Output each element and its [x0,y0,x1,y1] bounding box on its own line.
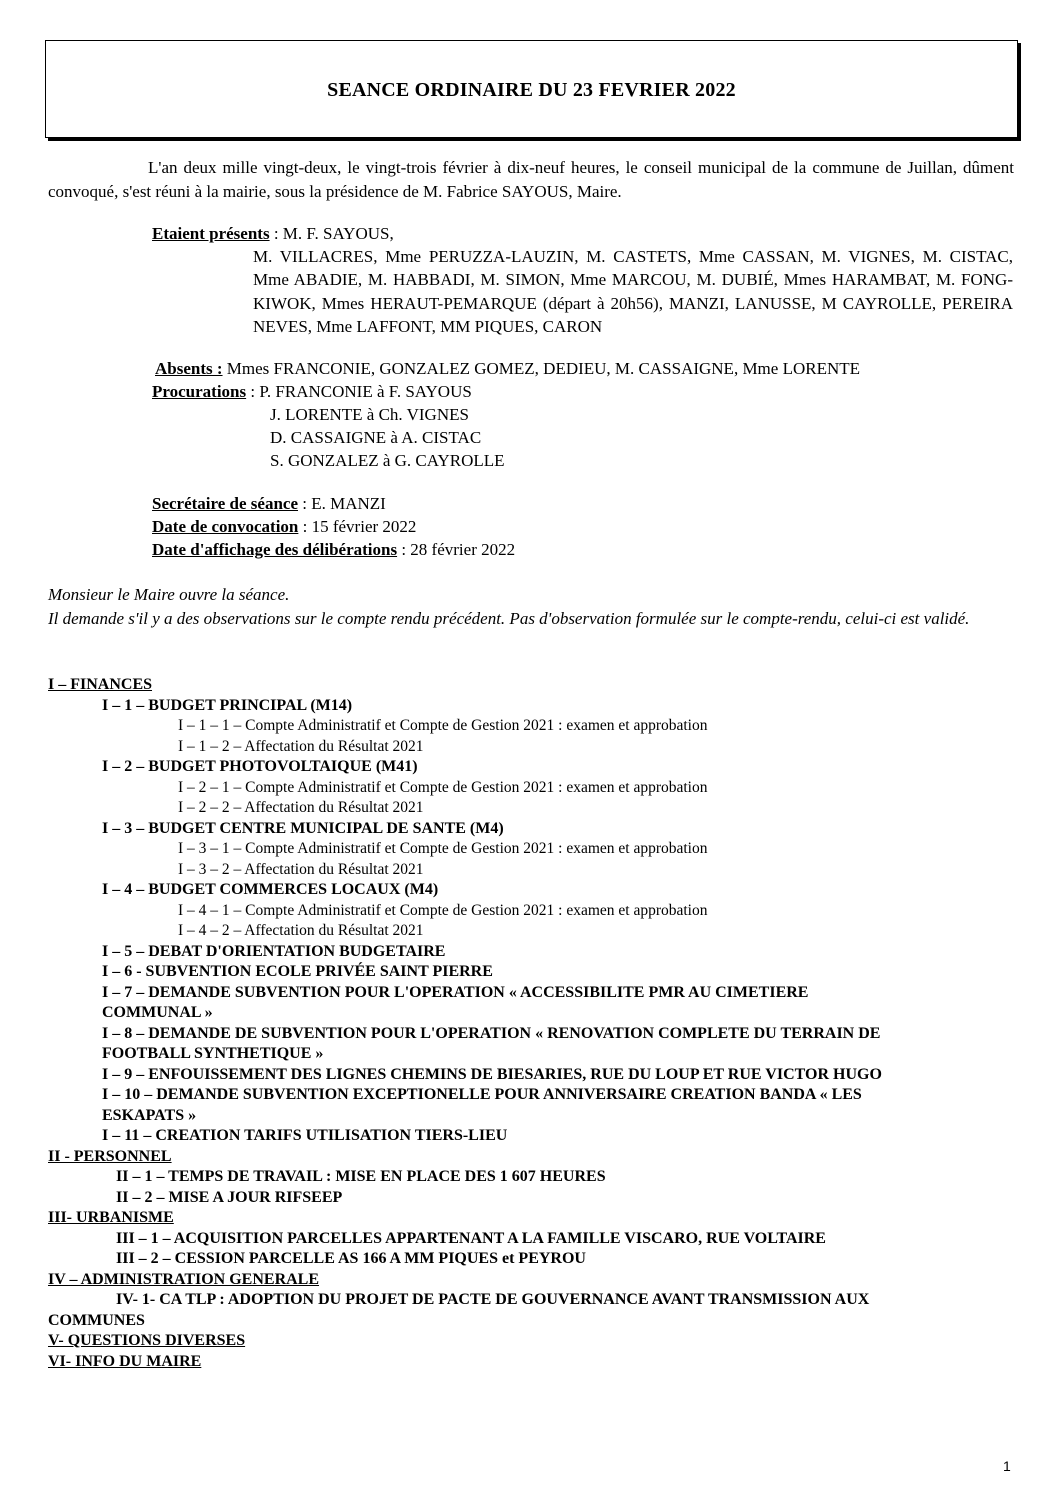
agenda-section: IV – ADMINISTRATION GENERALE [48,1270,320,1288]
intro-paragraph: L'an deux mille vingt-deux, le vingt-trois février à dix-neuf heures, le conseil municipal de la commune de Juillan, dûment convoqué, s'est réuni à la mairie, sous la présidence de M. Fabrice SAYOUS, Maire. [48,158,1014,201]
agenda-section: VI- INFO DU MAIRE [48,1352,202,1370]
agenda-subitem: I – 3 – 1 – Compte Administratif et Compte de Gestion 2021 : examen et approbation [178,840,708,857]
agenda-subitem: I – 3 – 2 – Affectation du Résultat 2021 [178,860,424,878]
agenda-section: II - PERSONNEL [48,1147,172,1165]
affichage-label: Date d'affichage des délibérations [152,540,398,559]
secretaire-line [152,492,386,515]
presents-label: Etaient présents [152,224,270,243]
secretaire-label: Secrétaire de séance [152,494,299,513]
agenda-item: I – 3 – BUDGET CENTRE MUNICIPAL DE SANTE (M4) [102,819,504,837]
title-box [45,40,1018,138]
agenda-subitem: I – 1 – 1 – Compte Administratif et Compte de Gestion 2021 : examen et approbation [178,717,708,734]
agenda-item: I – 5 – DEBAT D'ORIENTATION BUDGETAIRE [102,942,446,960]
page-title: SEANCE ORDINAIRE DU 23 FEVRIER 2022 [327,79,736,101]
observation-line: Monsieur le Maire ouvre la séance. [48,585,290,604]
affichage-line [152,538,515,561]
agenda-item: IV- 1- CA TLP : ADOPTION DU PROJET DE PACTE DE GOUVERNANCE AVANT TRANSMISSION AUX [116,1291,870,1308]
affichage-value: : 28 février 2022 [397,540,516,559]
agenda-item: I – 9 – ENFOUISSEMENT DES LIGNES CHEMINS DE BIESARIES, RUE DU LOUP ET RUE VICTOR HUGO [102,1065,882,1083]
absents-value: Mmes FRANCONIE, GONZALEZ GOMEZ, DEDIEU, M. CASSAIGNE, Mme LORENTE [222,359,861,378]
convocation-value: : 15 février 2022 [298,517,417,536]
absents-line [155,357,860,380]
agenda-subitem: I – 1 – 2 – Affectation du Résultat 2021 [178,737,424,755]
procuration-item: J. LORENTE à Ch. VIGNES [270,405,469,424]
agenda-subitem: I – 2 – 1 – Compte Administratif et Compte de Gestion 2021 : examen et approbation [178,778,708,796]
agenda-item: I – 4 – BUDGET COMMERCES LOCAUX (M4) [102,881,439,898]
observation-line: Il demande s'il y a des observations sur le compte rendu précédent. Pas d'observation formulée sur le compte-rendu, celui-ci est validé. [48,609,970,628]
presents-first: : M. F. SAYOUS, [269,224,394,243]
agenda-item: II – 2 – MISE A JOUR RIFSEEP [116,1188,343,1206]
agenda-item: III – 2 – CESSION PARCELLE AS 166 A MM PIQUES et PEYROU [116,1250,586,1267]
secretaire-value: : E. MANZI [298,494,386,513]
agenda-item: FOOTBALL SYNTHETIQUE » [102,1045,324,1062]
page-number: 1 [1003,1458,1011,1474]
convocation-label: Date de convocation [152,517,299,536]
presents-line [152,222,394,245]
agenda-item: COMMUNES [48,1311,145,1329]
agenda-subitem: I – 4 – 2 – Affectation du Résultat 2021 [178,922,424,939]
procuration-item: S. GONZALEZ à G. CAYROLLE [270,451,505,470]
observations [48,583,1014,631]
procurations-first: : P. FRANCONIE à F. SAYOUS [246,382,472,401]
agenda-item: III – 1 – ACQUISITION PARCELLES APPARTENANT A LA FAMILLE VISCARO, RUE VOLTAIRE [116,1229,826,1247]
agenda-item: I – 1 – BUDGET PRINCIPAL (M14) [102,696,353,714]
agenda-item: II – 1 – TEMPS DE TRAVAIL : MISE EN PLACE DES 1 607 HEURES [116,1168,606,1185]
procuration-item: D. CASSAIGNE à A. CISTAC [270,428,482,447]
absents-label: Absents : [155,359,223,378]
procurations-label: Procurations [152,382,247,401]
agenda-item: I – 10 – DEMANDE SUBVENTION EXCEPTIONELLE POUR ANNIVERSAIRE CREATION BANDA « LES [102,1086,862,1103]
agenda-subitem: I – 4 – 1 – Compte Administratif et Compte de Gestion 2021 : examen et approbation [178,901,708,919]
agenda-section: I – FINANCES [48,676,153,693]
agenda-item: COMMUNAL » [102,1004,213,1021]
agenda-item: I – 11 – CREATION TARIFS UTILISATION TIERS-LIEU [102,1127,508,1144]
agenda-item: I – 8 – DEMANDE DE SUBVENTION POUR L'OPERATION « RENOVATION COMPLETE DU TERRAIN DE [102,1024,881,1042]
agenda-item: ESKAPATS » [102,1106,197,1124]
convocation-line [152,515,416,538]
agenda-item: I – 6 - SUBVENTION ECOLE PRIVÉE SAINT PIERRE [102,963,493,980]
agenda-section: V- QUESTIONS DIVERSES [48,1332,246,1349]
agenda-section: III- URBANISME [48,1209,174,1226]
procurations-line [152,380,472,403]
agenda-item: I – 7 – DEMANDE SUBVENTION POUR L'OPERATION « ACCESSIBILITE PMR AU CIMETIERE [102,983,809,1001]
presents-names: M. VILLACRES, Mme PERUZZA-LAUZIN, M. CASTETS, Mme CASSAN, M. VIGNES, M. CISTAC, Mme ABADIE, M. HABBADI, M. SIMON, Mme MARCOU, M. DUBIÉ, Mmes HARAMBAT, M. FONG-KIWOK, Mmes HERAUT-PEMARQUE (départ à 20h56), MANZI, LANUSSE, M CAYROLLE, PEREIRA NEVES, Mme LAFFONT, MM PIQUES, CARON [253,247,1013,336]
agenda-subitem: I – 2 – 2 – Affectation du Résultat 2021 [178,799,424,816]
agenda-item: I – 2 – BUDGET PHOTOVOLTAIQUE (M41) [102,758,418,775]
